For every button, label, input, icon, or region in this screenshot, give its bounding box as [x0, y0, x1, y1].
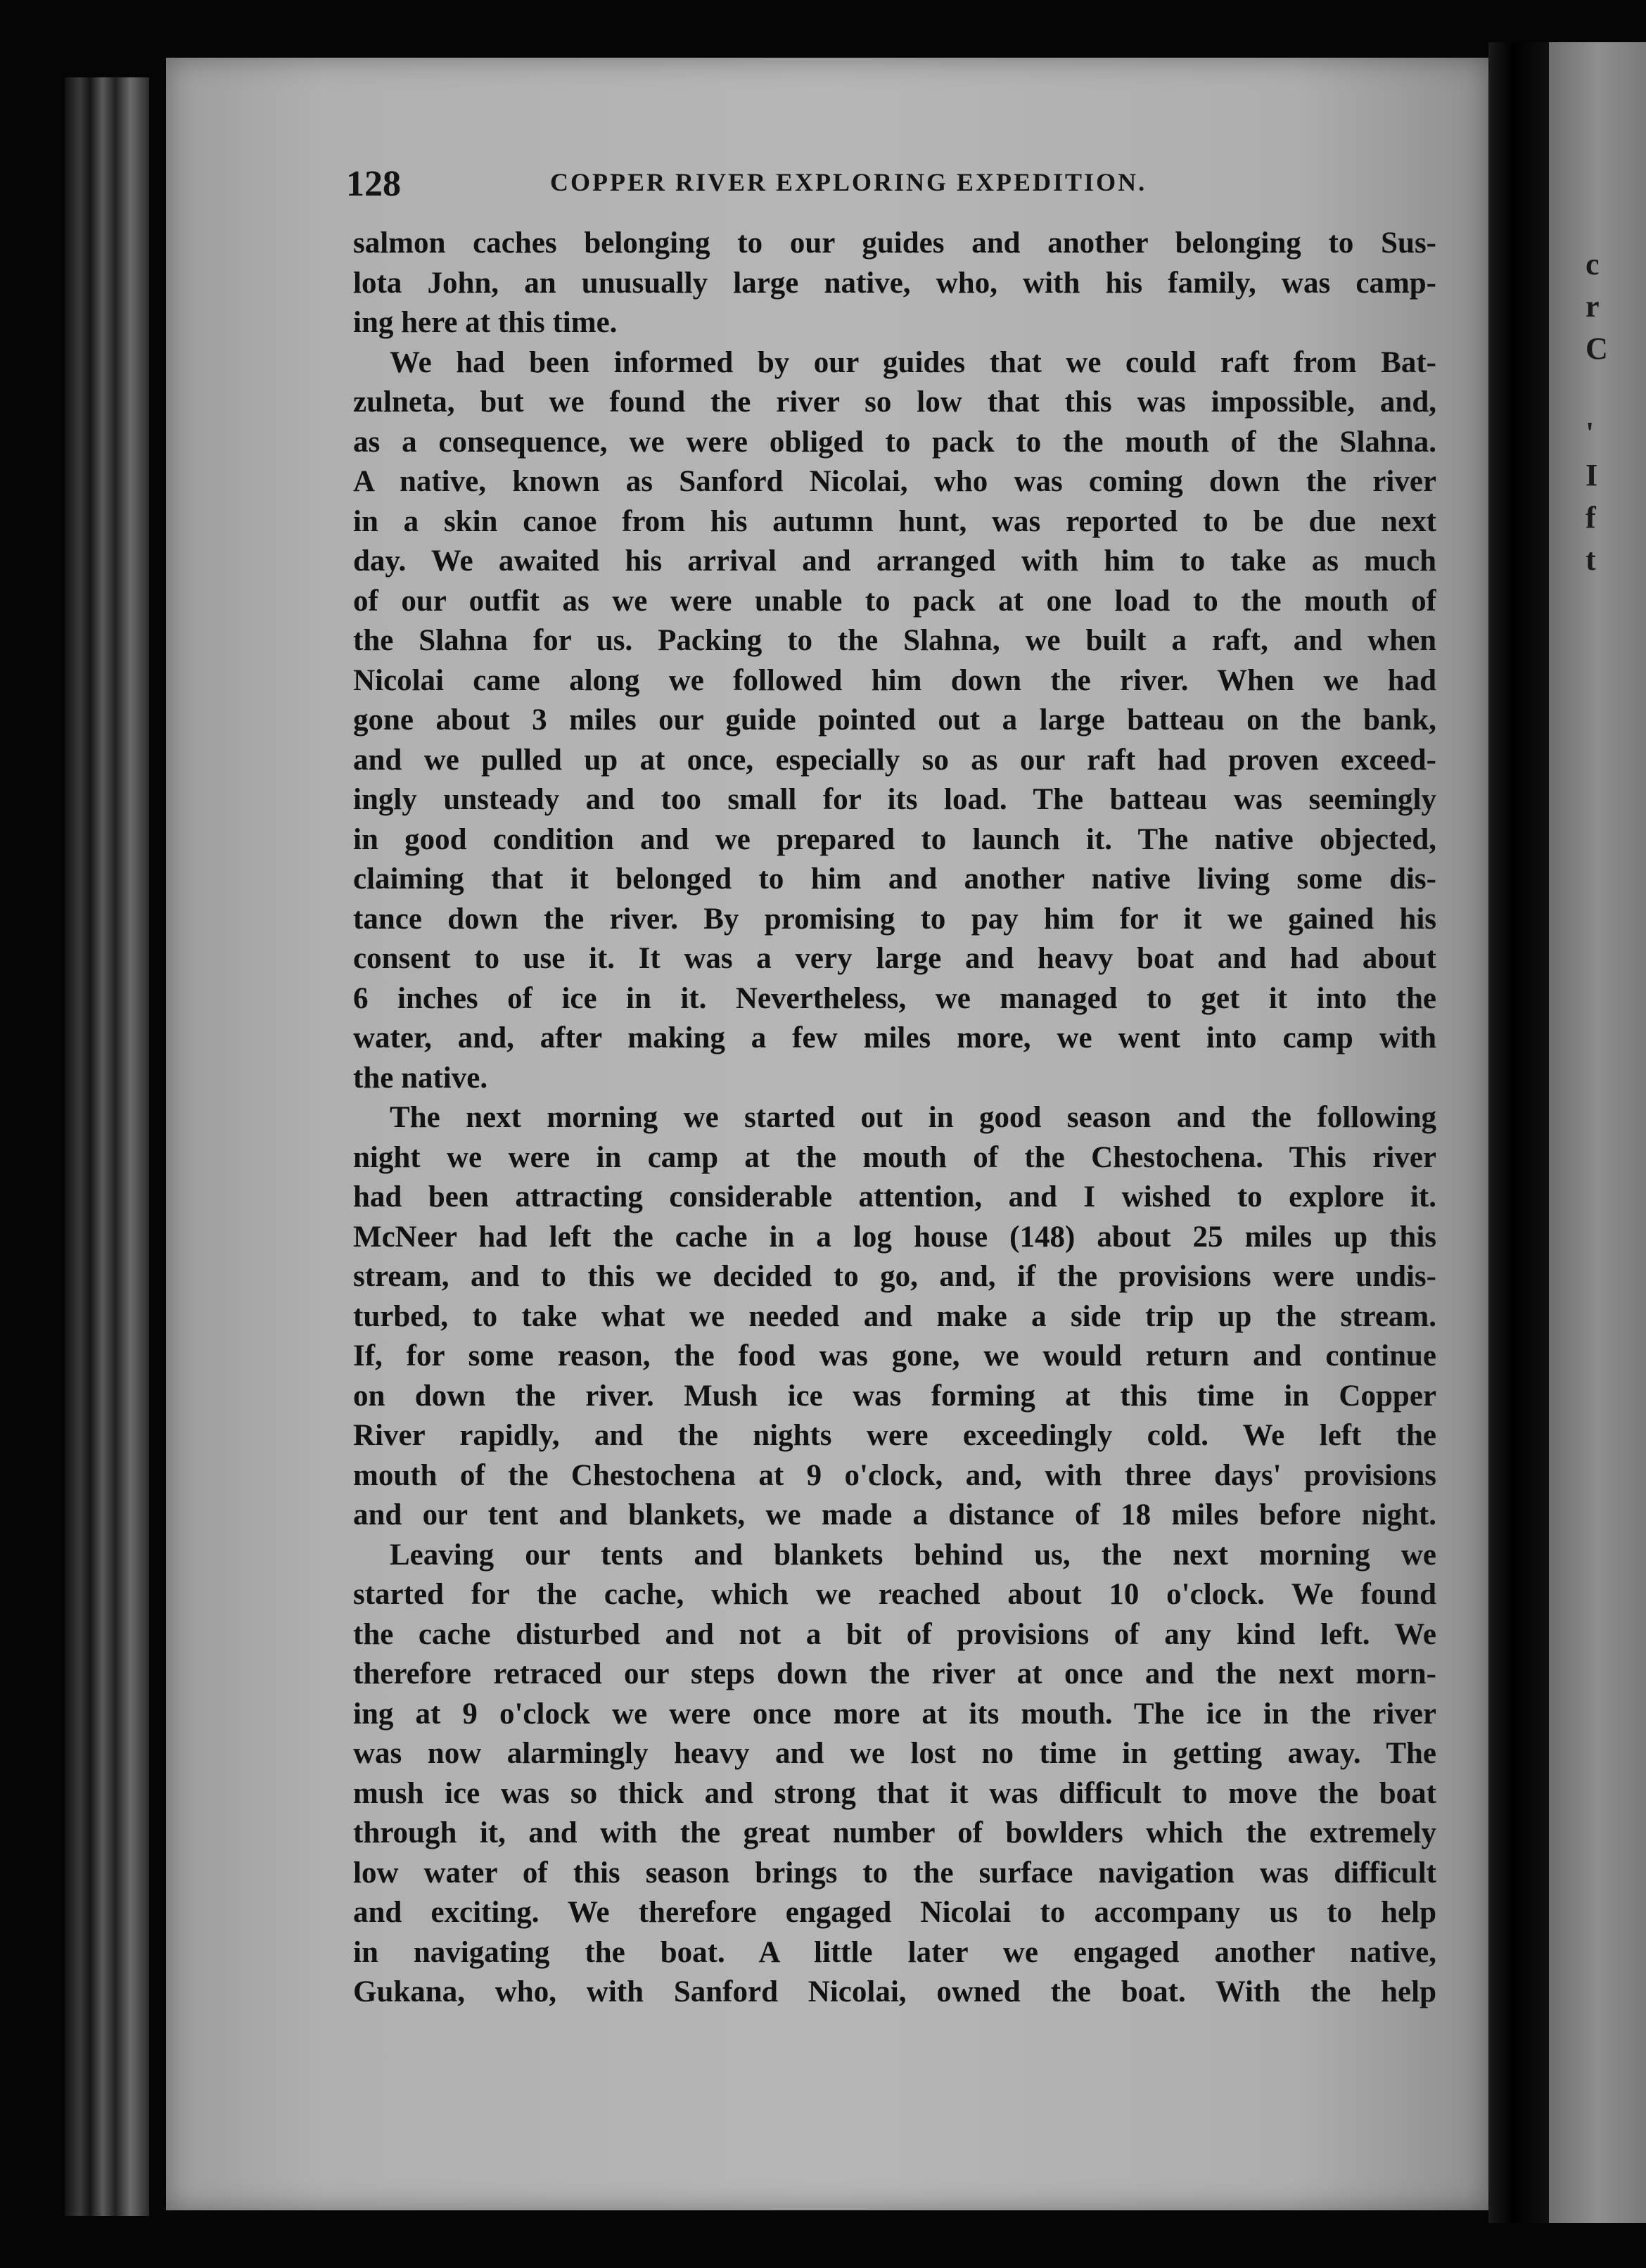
text-line: ingly unsteady and too small for its load. The batteau was seemingly — [353, 783, 1436, 816]
adjacent-page-fragment: r — [1586, 289, 1600, 324]
text-line: through it, and with the great number of bowlders which the extremely — [353, 1816, 1436, 1849]
text-line: If, for some reason, the food was gone, we would return and continue — [353, 1339, 1436, 1372]
text-line: Nicolai came along we followed him down the river. When we had — [353, 663, 1436, 697]
text-line: A native, known as Sanford Nicolai, who was coming down the river — [353, 465, 1436, 498]
text-line: Leaving our tents and blankets behind us, the next morning we — [390, 1538, 1436, 1572]
book-gutter — [1488, 42, 1549, 2223]
text-line: the Slahna for us. Packing to the Slahna, we built a raft, and when — [353, 624, 1436, 657]
text-line: The next morning we started out in good season and the following — [390, 1101, 1436, 1134]
text-line: consent to use it. It was a very large and heavy boat and had about — [353, 942, 1436, 975]
text-line: in navigating the boat. A little later we engaged another native, — [353, 1935, 1436, 1969]
text-line: turbed, to take what we needed and make a side trip up the stream. — [353, 1299, 1436, 1333]
text-line: River rapidly, and the nights were exceedingly cold. We left the — [353, 1419, 1436, 1452]
text-line: ing at 9 o'clock we were once more at its mouth. The ice in the river — [353, 1697, 1436, 1731]
text-line: and exciting. We therefore engaged Nicolai to accompany us to help — [353, 1896, 1436, 1929]
text-line: and our tent and blankets, we made a distance of 18 miles before night. — [353, 1498, 1436, 1531]
adjacent-page-fragment: t — [1586, 542, 1596, 577]
text-line: and we pulled up at once, especially so as our raft had proven exceed- — [353, 743, 1436, 777]
text-line: as a consequence, we were obliged to pack to the mouth of the Slahna. — [353, 425, 1436, 459]
text-line: on down the river. Mush ice was forming at this time in Copper — [353, 1379, 1436, 1413]
left-binding-edge — [65, 77, 149, 2216]
text-line: McNeer had left the cache in a log house (148) about 25 miles up this — [353, 1220, 1436, 1254]
text-line: night we were in camp at the mouth of the Chestochena. This river — [353, 1140, 1436, 1174]
text-line: the cache disturbed and not a bit of provisions of any kind left. We — [353, 1617, 1436, 1651]
page-number: 128 — [346, 164, 401, 204]
adjacent-page-edge — [1549, 42, 1646, 2223]
text-line: day. We awaited his arrival and arranged with him to take as much — [353, 544, 1436, 578]
page-header — [346, 163, 1443, 212]
text-line: 6 inches of ice in it. Nevertheless, we managed to get it into the — [353, 981, 1436, 1015]
text-line: We had been informed by our guides that we could raft from Bat- — [390, 345, 1436, 379]
text-line: in good condition and we prepared to launch it. The native objected, — [353, 822, 1436, 856]
text-line: low water of this season brings to the surface navigation was difficult — [353, 1856, 1436, 1890]
adjacent-page-fragment: I — [1586, 458, 1598, 492]
text-line: claiming that it belonged to him and another native living some dis- — [353, 862, 1436, 896]
text-line: therefore retraced our steps down the river at once and the next morn- — [353, 1657, 1436, 1690]
running-title: COPPER RIVER EXPLORING EXPEDITION. — [550, 168, 1147, 196]
text-line: in a skin canoe from his autumn hunt, was reported to be due next — [353, 504, 1436, 538]
text-line: started for the cache, which we reached about 10 o'clock. We found — [353, 1578, 1436, 1611]
body-text — [353, 224, 1436, 2013]
text-line: had been attracting considerable attention, and I wished to explore it. — [353, 1180, 1436, 1213]
adjacent-page-fragment: c — [1586, 247, 1600, 281]
text-line: salmon caches belonging to our guides and another belonging to Sus- — [353, 227, 1436, 260]
text-line: of our outfit as we were unable to pack at one load to the mouth of — [353, 584, 1436, 618]
text-line: ing here at this time. — [353, 306, 618, 339]
text-line: Gukana, who, with Sanford Nicolai, owned the boat. With the help — [353, 1975, 1436, 2008]
text-line: mouth of the Chestochena at 9 o'clock, and, with three days' provisions — [353, 1458, 1436, 1492]
text-line: lota John, an unusually large native, who, with his family, was camp- — [353, 266, 1436, 300]
text-line: gone about 3 miles our guide pointed out a large batteau on the bank, — [353, 703, 1436, 737]
adjacent-page-fragment: ' — [1586, 416, 1595, 450]
text-line: tance down the river. By promising to pay him for it we gained his — [353, 902, 1436, 936]
text-line: was now alarmingly heavy and we lost no time in getting away. The — [353, 1737, 1436, 1770]
text-line: mush ice was so thick and strong that it was difficult to move the boat — [353, 1776, 1436, 1810]
text-line: stream, and to this we decided to go, and, if the provisions were undis- — [353, 1260, 1436, 1293]
text-line: water, and, after making a few miles more, we went into camp with — [353, 1021, 1436, 1055]
text-line: zulneta, but we found the river so low that this was impossible, and, — [353, 386, 1436, 419]
adjacent-page-fragment: f — [1586, 500, 1596, 535]
text-line: the native. — [353, 1061, 488, 1095]
adjacent-page-fragment: C — [1586, 331, 1608, 366]
